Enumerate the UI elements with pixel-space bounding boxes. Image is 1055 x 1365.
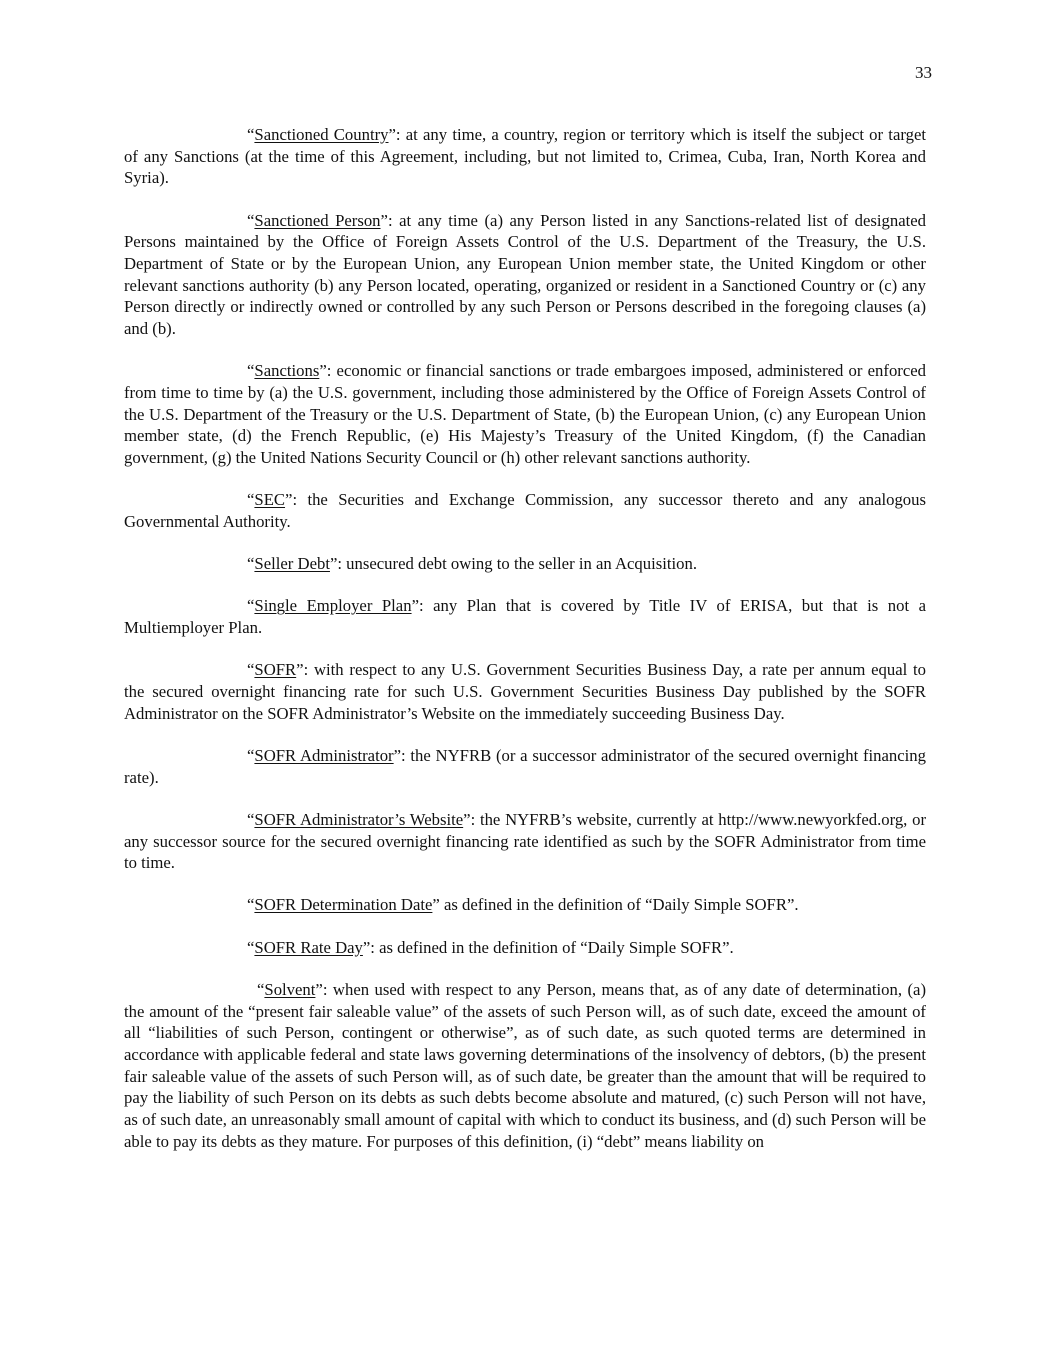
definition-sec — [124, 489, 926, 532]
definition-seller-debt — [124, 553, 926, 575]
open-quote: “ — [247, 361, 255, 381]
defined-term: Solvent — [264, 979, 316, 999]
defined-term: Sanctions — [254, 361, 320, 381]
open-quote: “ — [247, 809, 255, 829]
open-quote: “ — [247, 895, 255, 915]
definition-text: ”: when used with respect to any Person, means that, as of any date of determination, (a) the amount of the “present fair saleable value” of the assets of such Person will, as of such date, exceed the amount of all “liabilities of such Person, contingent or otherwise”, as of such date, as such quoted terms are determined in accordance with applicable federal and state laws governing determinations of the insolvency of debtors, (b) the present fair saleable value of the assets of such Person will, as of such date, be greater than the amount that will be required to pay the liability of such Person on its debts as such debts become absolute and matured, (c) such Person will not have, as of such date, an unreasonably small amount of capital with which to conduct its business, and (d) such Person will be able to pay its debts as they mature. For purposes of this definition, (i) “debt” means liability on — [124, 979, 926, 1151]
definition-text: ”: at any time, a country, region or territory which is itself the subject or target of any Sanctions (at the time of this Agreement, including, but not limited to, Crimea, Cuba, Iran, North Korea and Syria). — [124, 125, 926, 188]
definition-sofr — [124, 659, 926, 724]
defined-term: SOFR Determination Date — [254, 895, 433, 915]
open-quote: “ — [247, 745, 255, 765]
definition-text: ”: any Plan that is covered by Title IV of ERISA, but that is not a Multiemployer Plan. — [124, 596, 927, 638]
open-quote: “ — [247, 490, 255, 510]
definition-solvent — [124, 979, 926, 1153]
defined-term: SOFR — [254, 660, 297, 680]
open-quote: “ — [247, 210, 255, 230]
definition-sofr-rate-day — [124, 937, 926, 959]
defined-term: SOFR Rate Day — [254, 937, 363, 957]
definition-text: ”: with respect to any U.S. Government Securities Business Day, a rate per annum equal to the secured overnight financing rate for such U.S. Government Securities Business Day published by the SOFR Administrator on the SOFR Administrator’s Website on the immediately succeeding Business Day. — [124, 660, 926, 723]
definition-text: ”: the Securities and Exchange Commission, any successor thereto and any analogous Governmental Authority. — [124, 490, 926, 532]
definition-sofr-administrators-website — [124, 809, 926, 874]
open-quote: “ — [247, 596, 255, 616]
definition-text: ”: the NYFRB’s website, currently at http://www.newyorkfed.org, or any successor source for the secured overnight financing rate identified as such by the SOFR Administrator from time to time. — [124, 809, 927, 873]
definition-sanctioned-person — [124, 210, 926, 340]
definition-text: ”: economic or financial sanctions or trade embargoes imposed, administered or enforced from time to time by (a) the U.S. government, including those administered by the Office of Foreign Assets Control of the U.S. Department of the Treasury or the U.S. Department of State, (b) the European Union, (c) any European Union member state, (d) the French Republic, (e) His Majesty’s Treasury of the United Kingdom, (f) the Canadian government, (g) the United Nations Security Council or (h) other relevant sanctions authority. — [124, 361, 926, 468]
page-number: 33 — [915, 63, 932, 82]
defined-term: Sanctioned Country — [254, 125, 389, 144]
open-quote: “ — [247, 937, 255, 957]
open-quote: “ — [247, 554, 255, 574]
definition-sofr-determination-date — [124, 894, 926, 916]
definition-sofr-administrator — [124, 745, 926, 788]
open-quote: “ — [247, 125, 255, 144]
open-quote: “ — [247, 660, 255, 680]
defined-term: SOFR Administrator — [254, 745, 394, 765]
defined-term: Seller Debt — [254, 554, 330, 574]
defined-term: SEC — [254, 490, 286, 510]
definition-text: ”: at any time (a) any Person listed in any Sanctions-related list of designated Persons maintained by the Office of Foreign Assets Control of the U.S. Department of the Treasury, the U.S. Department of State or by the European Union, any European Union member state, the United Kingdom or other relevant sanctions authority (b) any Person located, operating, organized or resident in a Sanctioned Country or (c) any Person directly or indirectly owned or controlled by any such Person or Persons described in the foregoing clauses (a) and (b). — [124, 210, 926, 339]
open-quote: “ — [257, 979, 265, 999]
definition-text: ”: as defined in the definition of “Daily Simple SOFR”. — [362, 937, 734, 957]
defined-term: Single Employer Plan — [254, 596, 412, 616]
definition-sanctions — [124, 360, 926, 469]
definition-sanctioned-country — [124, 124, 926, 189]
definition-single-employer-plan — [124, 595, 926, 638]
defined-term: SOFR Administrator’s Website — [254, 809, 464, 829]
definition-text: ”: unsecured debt owing to the seller in an Acquisition. — [329, 554, 698, 574]
document-body — [124, 124, 926, 1153]
defined-term: Sanctioned Person — [254, 210, 381, 230]
definition-text: ”: the NYFRB (or a successor administrator of the secured overnight financing rate). — [124, 745, 926, 787]
definition-text: ” as defined in the definition of “Daily Simple SOFR”. — [432, 895, 799, 915]
